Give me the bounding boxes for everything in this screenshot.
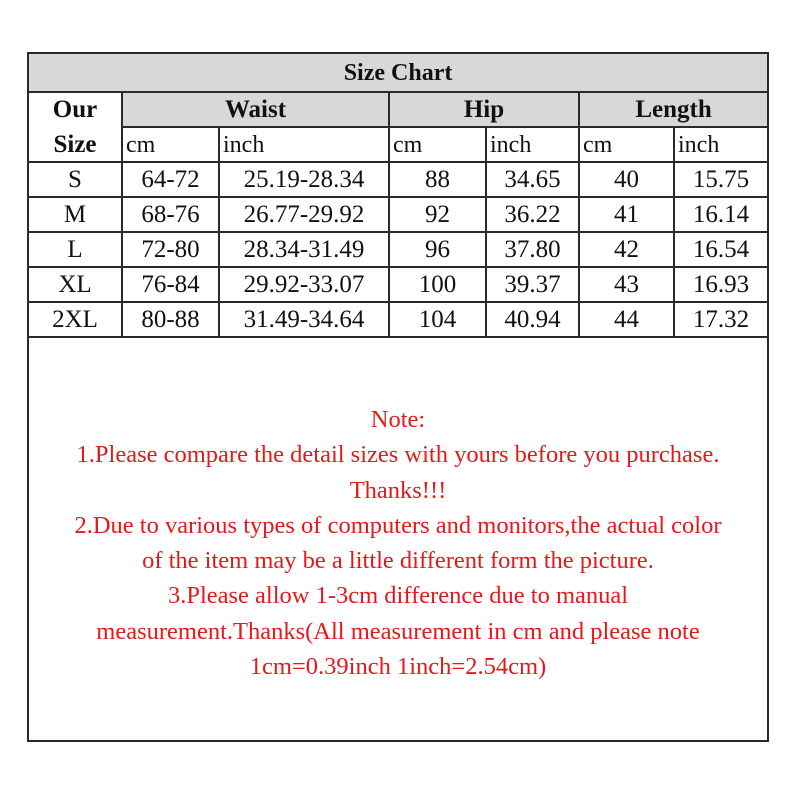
unit-cell: inch [486,127,579,162]
table-row [29,232,767,267]
table-cell: 88 [389,162,486,197]
table-cell: 29.92-33.07 [219,267,389,302]
table-cell: 15.75 [674,162,767,197]
table-cell: 104 [389,302,486,337]
note-heading: Note: [370,406,426,433]
size-label: XL [29,267,122,302]
unit-row [29,127,767,162]
unit-cell: cm [122,127,219,162]
table-cell: 72-80 [122,232,219,267]
table-cell: 80-88 [122,302,219,337]
table-cell: 36.22 [486,197,579,232]
table-cell: 16.14 [674,197,767,232]
note-line: 1.Please compare the detail sizes with yours before you purchase. [76,441,720,469]
table-row [29,162,767,197]
table-cell: 40 [579,162,674,197]
note-line: measurement.Thanks(All measurement in cm and please note [96,617,700,645]
table-cell: 64-72 [122,162,219,197]
waist-header: Waist [122,92,389,127]
note-line: 1cm=0.39inch 1inch=2.54cm) [249,653,547,681]
note-line: of the item may be a little different form the picture. [142,547,654,575]
table-cell: 100 [389,267,486,302]
note-line: 3.Please allow 1-3cm difference due to manual [167,582,629,610]
note-line: Thanks!!! [349,476,447,504]
table-cell: 41 [579,197,674,232]
table-cell: 42 [579,232,674,267]
size-label: 2XL [29,302,122,337]
table-cell: 25.19-28.34 [219,162,389,197]
table-cell: 16.93 [674,267,767,302]
unit-cell: cm [579,127,674,162]
length-header: Length [579,92,767,127]
table-row [29,197,767,232]
unit-cell: cm [389,127,486,162]
table-cell: 17.32 [674,302,767,337]
size-table [29,54,767,338]
table-cell: 31.49-34.64 [219,302,389,337]
size-header-line-2: Size [53,131,97,158]
notes-block [29,402,767,684]
hip-header: Hip [389,92,579,127]
unit-cell: inch [674,127,767,162]
note-line: 2.Due to various types of computers and monitors,the actual color [74,511,722,539]
size-rows [29,162,767,337]
size-label: L [29,232,122,267]
table-cell: 44 [579,302,674,337]
table-row [29,302,767,337]
unit-cell: inch [219,127,389,162]
table-cell: 92 [389,197,486,232]
table-cell: 68-76 [122,197,219,232]
table-cell: 28.34-31.49 [219,232,389,267]
table-cell: 16.54 [674,232,767,267]
table-cell: 96 [389,232,486,267]
size-chart [27,52,769,742]
size-label: S [29,162,122,197]
table-cell: 40.94 [486,302,579,337]
table-cell: 76-84 [122,267,219,302]
size-header-line-1: Our [52,96,98,123]
table-cell: 43 [579,267,674,302]
table-cell: 39.37 [486,267,579,302]
table-cell: 34.65 [486,162,579,197]
table-cell: 26.77-29.92 [219,197,389,232]
table-row [29,267,767,302]
size-label: M [29,197,122,232]
chart-title: Size Chart [29,54,767,92]
table-cell: 37.80 [486,232,579,267]
size-column-header [29,92,122,162]
